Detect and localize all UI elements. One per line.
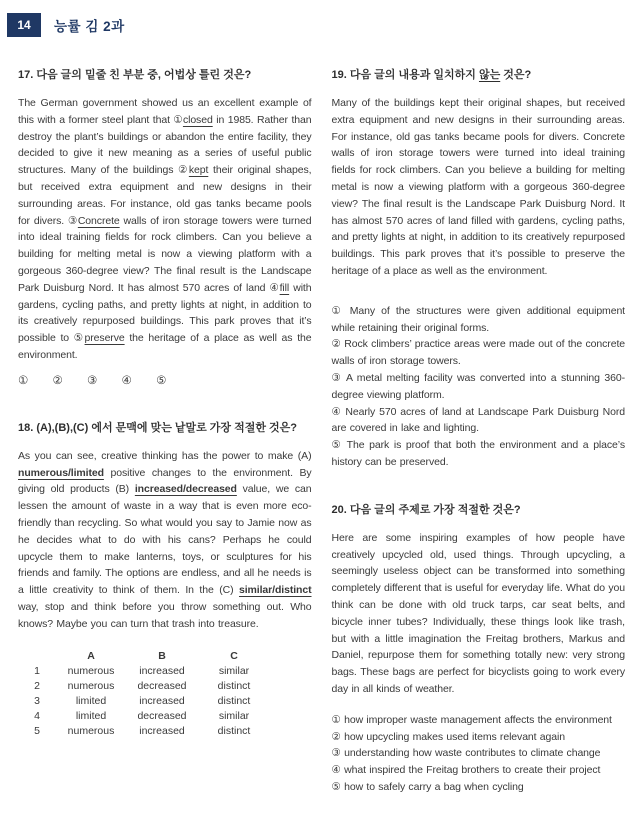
table-cell: 2 [34, 680, 40, 693]
question-20 [332, 503, 626, 796]
option-4: ④ [121, 374, 132, 387]
table-cell: distinct [217, 695, 251, 708]
question-18-answer-table [18, 649, 270, 739]
table-cell: similar [218, 710, 250, 723]
table-cell: 5 [34, 725, 40, 738]
question-19-passage: Many of the buildings kept their original shapes, but received extra equipment and new designs in their surrounding areas. For instance, old gas tanks became pools for divers. Concrete walls of iron storage towers were turned into ideal training fields for rock climbers. Can you believe a building for melting metal is now a viewing platform with a gorgeous 360-degree view? The final result is the Landscape Park Duisburg Nord. It has almost 570 acres of land filled with gardens, cycling paths, and pretty lights at night, in addition to its creatively repurposed buildings. This park proves that it’s possible to preserve the heritage of a place as well as the environment. [331, 97, 625, 277]
question-17-passage: The German government showed us an excellent example of this with a former steel plant that ①closed in 1985. Rather than destroy the plant’s buildings or abandon the entire facility, they decided to give it new meaning as a series of useful public structures. Many of the buildings ②kept their original shapes, but received extra equipment and new designs in their surrounding areas. For instance, old gas tanks became pools for divers. ③Concrete walls of iron storage towers were turned into ideal training fields for rock climbers. Can you believe a building for melting metal is now a viewing platform with a gorgeous 360-degree view? The final result is the Landscape Park Duisburg Nord. It has almost 570 acres of land ④fill with gardens, cycling paths, and pretty lights at night, in addition to its creatively repurposed buildings. This park proves that it’s possible to ⑤preserve the heritage of a place as well as the environment. [18, 97, 312, 361]
question-20-choices [332, 712, 626, 796]
question-18 [18, 421, 312, 739]
question-17-title: 17. 다음 글의 밑줄 친 부분 중, 어법상 틀린 것은? [18, 69, 252, 81]
table-header-empty [18, 649, 56, 664]
left-column [18, 68, 312, 796]
two-column-layout [0, 68, 644, 796]
choice-2: ② Rock climbers’ practice areas were made out of the concrete walls of iron storage towers. [331, 338, 625, 368]
table-cell: decreased [137, 710, 187, 723]
choice-2: ② how upcycling makes used items relevant again [331, 730, 565, 743]
question-20-passage: Here are some inspiring examples of how people have creatively upcycled old, used things. Through upcycling, a seemingly useless object can be transformed into something completely different that is useful for everyday life. What do you think can be done with old truck tarps, car seat belts, and bicycle inner tubes? Individually, these things look like trash, but with a little imagination the Freitag brothers, Markus and Daniel, repurpose them for something totally new: very strong bags. These bags are perfect for bicyclists going to work every day in all kinds of weather. [331, 531, 625, 695]
choice-4: ④ what inspired the Freitag brothers to create their project [331, 764, 601, 777]
choice-3: ③ A metal melting facility was converted into a stunning 360-degree viewing platform. [331, 371, 625, 401]
table-cell: decreased [137, 680, 187, 693]
question-17 [18, 68, 312, 387]
table-cell: increased [139, 725, 185, 738]
table-header-c: C [230, 650, 238, 663]
right-column [332, 68, 626, 796]
choice-4: ④ Nearly 570 acres of land at Landscape Park Duisburg Nord are covered in lake and lighting. [331, 405, 625, 435]
page-number-badge: 14 [7, 13, 41, 37]
table-row [18, 664, 270, 679]
table-row [18, 724, 270, 739]
table-cell: limited [75, 695, 107, 708]
table-cell: numerous [67, 680, 115, 693]
table-header-b: B [158, 650, 166, 663]
page-header [0, 0, 644, 37]
choice-3: ③ understanding how waste contributes to climate change [331, 747, 601, 760]
table-cell: numerous [67, 665, 115, 678]
table-cell: numerous [67, 725, 115, 738]
question-19-choices [332, 303, 626, 471]
choice-1: ① Many of the structures were given additional equipment while retaining their original forms. [331, 304, 625, 334]
choice-5: ⑤ The park is proof that both the environment and a place’s history can be preserved. [331, 439, 625, 468]
table-cell: similar [218, 665, 250, 678]
table-row [18, 709, 270, 724]
option-1: ① [18, 374, 29, 387]
table-cell: increased [139, 665, 185, 678]
question-19 [332, 68, 626, 471]
table-cell: 4 [34, 710, 40, 723]
table-cell: 3 [34, 695, 40, 708]
option-2: ② [52, 374, 63, 387]
choice-1: ① how improper waste management affects the environment [331, 713, 612, 726]
table-cell: limited [75, 710, 107, 723]
question-19-title: 19. 다음 글의 내용과 일치하지 않는 것은? [331, 69, 532, 81]
option-3: ③ [87, 374, 98, 387]
table-cell: increased [139, 695, 185, 708]
table-cell: distinct [217, 725, 251, 738]
question-17-options [18, 373, 312, 387]
table-header-a: A [87, 650, 95, 663]
question-20-title: 20. 다음 글의 주제로 가장 적절한 것은? [331, 503, 521, 516]
table-header-row [18, 649, 270, 664]
table-cell: distinct [217, 680, 251, 693]
option-5: ⑤ [156, 374, 167, 387]
question-18-title: 18. (A),(B),(C) 에서 문맥에 맞는 낱말로 가장 적절한 것은? [18, 421, 298, 434]
document-title: 능률 김 2과 [54, 19, 125, 34]
choice-5: ⑤ how to safely carry a bag when cycling [331, 780, 524, 793]
table-row [18, 679, 270, 694]
table-cell: 1 [34, 665, 40, 678]
question-18-passage: As you can see, creative thinking has the power to make (A) numerous/limited positive changes to the environment. By giving old products (B) increased/decreased value, we can lessen the amount of waste in a way that is even more eco-friendly than recycling. So what would you say to Jamie now as he decides what to do with his cans? Perhaps he could upcycle them to make lanterns, toys, or sculptures for his friends and family. The options are endless, and all he needs is a little creativity to think of them. In the (C) similar/distinct way, stop and think before you throw something out. Who knows? Maybe you can turn that trash into treasure. [18, 449, 312, 630]
table-row [18, 694, 270, 709]
